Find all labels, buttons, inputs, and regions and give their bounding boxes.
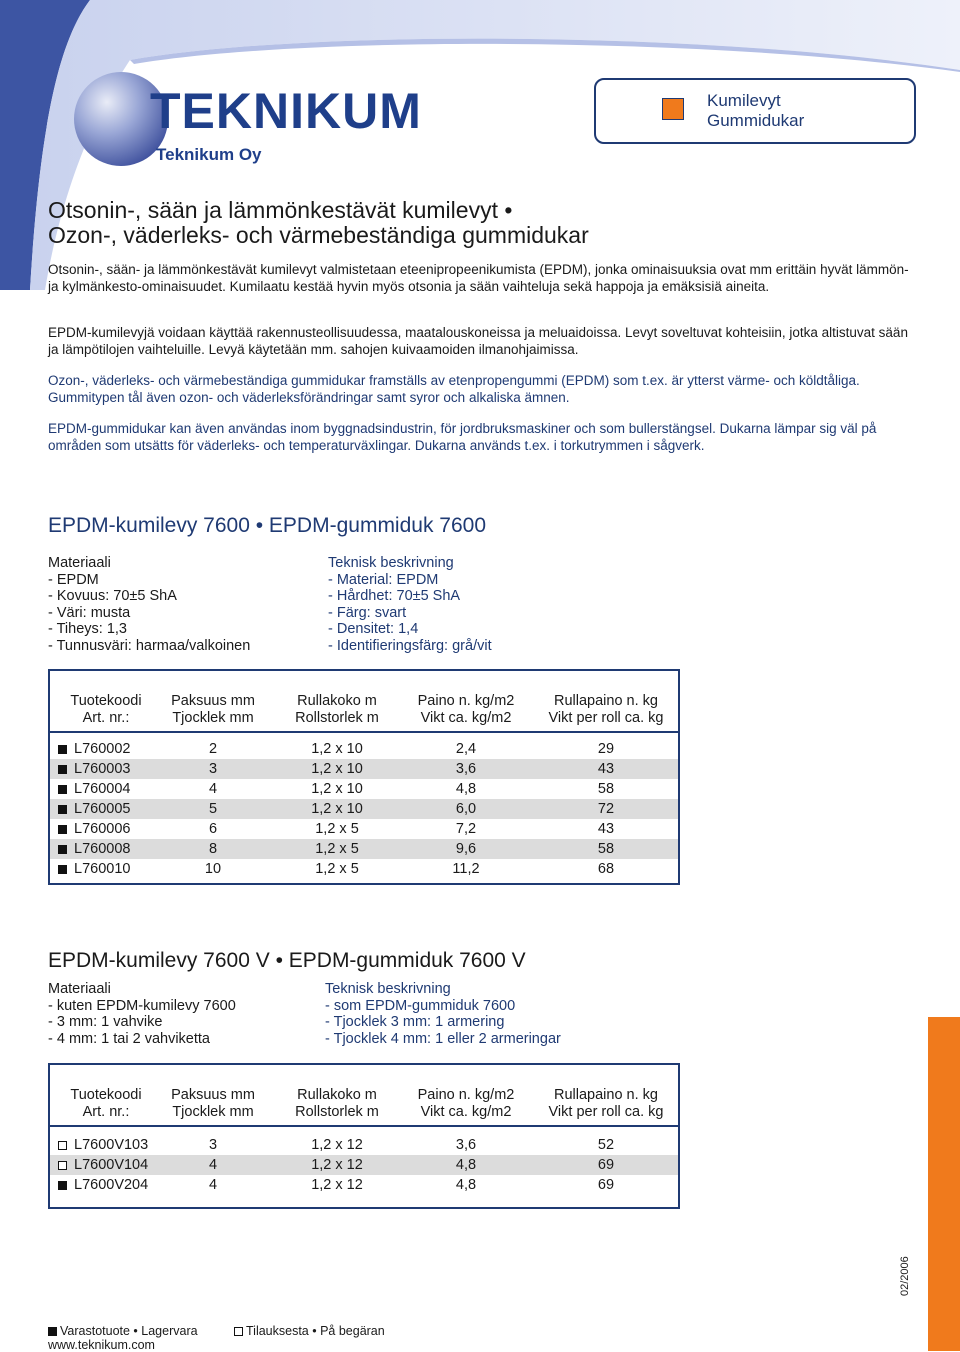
column-header-fi: Paksuus mm — [171, 1087, 255, 1103]
side-accent-bar — [928, 1017, 960, 1351]
cell-roll: 1,2 x 10 — [311, 781, 363, 797]
cell-roll-weight: 69 — [597, 1157, 615, 1173]
table-row — [50, 1175, 678, 1195]
category-fi: Kumilevyt — [707, 91, 781, 110]
material-spec-fi-v — [48, 981, 236, 1047]
spec-line: - Tjocklek 4 mm: 1 eller 2 armeringar — [325, 1030, 561, 1047]
cell-weight: 4,8 — [455, 1177, 477, 1193]
cell-weight: 3,6 — [455, 761, 477, 777]
cell-weight: 6,0 — [455, 801, 477, 817]
cell-roll-weight: 58 — [597, 841, 615, 857]
cell-weight: 3,6 — [455, 1137, 477, 1153]
column-header-sv: Vikt ca. kg/m2 — [420, 709, 512, 726]
cell-roll: 1,2 x 5 — [315, 821, 359, 837]
legend-order — [234, 1324, 385, 1338]
cell-code: L760008 — [74, 841, 131, 857]
cell-weight: 7,2 — [455, 821, 477, 837]
column-header — [158, 693, 268, 726]
stock-square-icon — [58, 765, 67, 774]
table-row — [50, 1155, 678, 1175]
logo-wordmark: TEKNIKUM — [150, 83, 422, 139]
table-row — [50, 1135, 678, 1155]
stock-square-icon — [58, 825, 67, 834]
column-header — [58, 1087, 154, 1120]
cell-code: L7600V104 — [74, 1157, 149, 1173]
cell-roll-weight: 29 — [597, 741, 615, 757]
cell-roll: 1,2 x 12 — [311, 1157, 363, 1173]
column-header-sv: Tjocklek mm — [172, 1103, 254, 1120]
spec-line: - EPDM — [48, 571, 99, 588]
column-header-fi: Rullapaino n. kg — [554, 1087, 658, 1103]
cell-code: L7600V103 — [74, 1137, 149, 1153]
page-title-sv: Ozon-, väderleks- och värmebeständiga gummidukar — [48, 222, 589, 248]
spec-line: - Material: EPDM — [328, 571, 439, 588]
table-row — [50, 839, 678, 859]
cell-code: L760002 — [74, 741, 131, 757]
spec-line: - Tunnusväri: harmaa/valkoinen — [48, 637, 251, 654]
spec-line: - Identifieringsfärg: grå/vit — [328, 637, 492, 654]
column-header-fi: Tuotekoodi — [70, 693, 142, 709]
cell-weight: 4,8 — [455, 1157, 477, 1173]
cell-thickness: 5 — [208, 801, 218, 817]
column-header-fi: Paksuus mm — [171, 693, 255, 709]
cell-roll-weight: 58 — [597, 781, 615, 797]
column-header-fi: Paino n. kg/m2 — [417, 693, 515, 709]
spec-heading: Teknisk beskrivning — [328, 555, 454, 571]
column-header-sv: Rollstorlek m — [295, 1103, 379, 1120]
spec-line: - 3 mm: 1 vahvike — [48, 1014, 163, 1030]
column-header-fi: Rullapaino n. kg — [554, 693, 658, 709]
product-table-7600 — [48, 669, 680, 885]
column-header — [536, 1087, 676, 1120]
cell-code: L760010 — [74, 861, 131, 877]
category-sv: Gummidukar — [707, 111, 805, 130]
cell-thickness: 4 — [208, 781, 218, 797]
cell-roll: 1,2 x 10 — [311, 761, 363, 777]
cell-roll: 1,2 x 12 — [311, 1177, 363, 1193]
spec-line: - kuten EPDM-kumilevy 7600 — [48, 997, 236, 1014]
cell-roll: 1,2 x 5 — [315, 841, 359, 857]
table-row — [50, 779, 678, 799]
column-header — [282, 1087, 392, 1120]
cell-roll: 1,2 x 5 — [315, 861, 359, 877]
column-header-sv: Vikt per roll ca. kg — [548, 709, 664, 726]
column-header-sv: Vikt per roll ca. kg — [548, 1103, 664, 1120]
date-code: 02/2006 — [899, 1256, 911, 1296]
legend-stock — [48, 1324, 198, 1338]
cell-thickness: 3 — [208, 761, 218, 777]
cell-weight: 11,2 — [452, 861, 480, 877]
column-header — [158, 1087, 268, 1120]
material-spec-sv-v — [325, 981, 561, 1047]
spec-line: - Tjocklek 3 mm: 1 armering — [325, 1014, 505, 1030]
usage-paragraph-fi: EPDM-kumilevyjä voidaan käyttää rakennusteollisuudessa, maatalouskoneissa ja meluaidoissa. Levyt soveltuvat kohteisiin, jotka altistuvat sään ja lämpötilojen vaihteluille. Levyä käytetään mm. sahojen kuivaamoiden ilmanohjaimissa. — [48, 325, 908, 357]
spec-line: - Densitet: 1,4 — [328, 621, 419, 637]
cell-roll: 1,2 x 10 — [311, 801, 363, 817]
order-square-icon — [58, 1161, 67, 1170]
legend-stock-label: Varastotuote • Lagervara — [60, 1324, 198, 1338]
intro-paragraph-sv: Ozon-, väderleks- och värmebeständiga gummidukar framställs av etenpropengummi (EPDM) som t.ex. är ytterst värme- och köldtåliga. Gummitypen tål även ozon- och väderleksförändringar samt syror och alkaliska ämnen. — [48, 373, 860, 405]
stock-square-icon — [58, 805, 67, 814]
cell-roll: 1,2 x 12 — [311, 1137, 363, 1153]
stock-square-icon — [58, 745, 67, 754]
column-header-sv: Vikt ca. kg/m2 — [420, 1103, 512, 1120]
spec-line: - Tiheys: 1,3 — [48, 621, 127, 637]
spec-line: - Färg: svart — [328, 604, 407, 621]
cell-weight: 9,6 — [455, 841, 477, 857]
column-header-fi: Rullakoko m — [297, 1087, 377, 1103]
open-square-icon — [234, 1327, 243, 1336]
table-row — [50, 799, 678, 819]
spec-line: - 4 mm: 1 tai 2 vahviketta — [48, 1030, 210, 1047]
cell-roll-weight: 69 — [597, 1177, 615, 1193]
cell-weight: 4,8 — [455, 781, 477, 797]
page-title-fi: Otsonin-, sään ja lämmönkestävät kumilevyt • — [48, 197, 513, 223]
cell-thickness: 4 — [208, 1177, 218, 1193]
column-header-fi: Rullakoko m — [297, 693, 377, 709]
website-link[interactable]: www.teknikum.com — [48, 1338, 155, 1352]
cell-code: L760006 — [74, 821, 131, 837]
filled-square-icon — [48, 1327, 57, 1336]
cell-thickness: 6 — [208, 821, 218, 837]
company-name: Teknikum Oy — [156, 145, 262, 164]
header-divider — [50, 1125, 678, 1127]
cell-roll-weight: 43 — [597, 821, 615, 837]
cell-code: L7600V204 — [74, 1177, 149, 1193]
cell-thickness: 3 — [208, 1137, 218, 1153]
table-row — [50, 859, 678, 879]
cell-roll-weight: 43 — [597, 761, 615, 777]
order-square-icon — [58, 1141, 67, 1150]
column-header — [282, 693, 392, 726]
column-header-fi: Tuotekoodi — [70, 1087, 142, 1103]
cell-thickness: 8 — [208, 841, 218, 857]
material-spec-sv — [328, 555, 492, 654]
spec-line: - Hårdhet: 70±5 ShA — [328, 588, 461, 604]
section-title-7600: EPDM-kumilevy 7600 • EPDM-gummiduk 7600 — [48, 514, 487, 537]
cell-roll-weight: 68 — [597, 861, 615, 877]
table-row — [50, 739, 678, 759]
column-header-sv: Art. nr.: — [82, 1103, 130, 1120]
column-header-sv: Tjocklek mm — [172, 709, 254, 726]
column-header — [402, 693, 530, 726]
cell-thickness: 10 — [204, 861, 222, 877]
cell-code: L760005 — [74, 801, 131, 817]
cell-roll: 1,2 x 10 — [311, 741, 363, 757]
usage-paragraph-sv: EPDM-gummidukar kan även användas inom byggnadsindustrin, för jordbruksmaskiner och som bullerstängsel. Dukarna lämpar sig väl på områden som utsätts för väderleks- och temperaturväxlingar. Dukarna används t.ex. i torkutrymmen i sågverk. — [48, 421, 877, 453]
column-header — [58, 693, 154, 726]
stock-square-icon — [58, 785, 67, 794]
spec-heading: Teknisk beskrivning — [325, 981, 451, 997]
cell-thickness: 2 — [208, 741, 218, 757]
cell-thickness: 4 — [208, 1157, 218, 1173]
category-square-icon — [662, 98, 684, 120]
table-row — [50, 819, 678, 839]
header-divider — [50, 731, 678, 733]
cell-roll-weight: 72 — [597, 801, 615, 817]
stock-square-icon — [58, 845, 67, 854]
spec-line: - som EPDM-gummiduk 7600 — [325, 997, 516, 1014]
cell-code: L760004 — [74, 781, 131, 797]
column-header-fi: Paino n. kg/m2 — [417, 1087, 515, 1103]
intro-paragraph-fi: Otsonin-, sään- ja lämmönkestävät kumilevyt valmistetaan eteenipropeenikumista (EPDM), jonka ominaisuuksia ovat mm erittäin hyvät lämmön- ja kylmänkesto-ominaisuudet. Kumilaatu kestää hyvin myös otsonia ja sään vaihteluja sekä happoja ja emäksisiä aineita. — [48, 262, 909, 294]
table-row — [50, 759, 678, 779]
stock-square-icon — [58, 1181, 67, 1190]
material-spec-fi — [48, 555, 250, 654]
stock-square-icon — [58, 865, 67, 874]
spec-heading: Materiaali — [48, 981, 111, 997]
legend-order-label: Tilauksesta • På begäran — [246, 1324, 385, 1338]
section-title-7600v: EPDM-kumilevy 7600 V • EPDM-gummiduk 7600 V — [48, 949, 526, 972]
column-header-sv: Rollstorlek m — [295, 709, 379, 726]
column-header — [402, 1087, 530, 1120]
cell-weight: 2,4 — [455, 741, 477, 757]
column-header-sv: Art. nr.: — [82, 709, 130, 726]
spec-line: - Kovuus: 70±5 ShA — [48, 588, 177, 604]
column-header — [536, 693, 676, 726]
cell-roll-weight: 52 — [597, 1137, 615, 1153]
spec-heading: Materiaali — [48, 555, 111, 571]
product-table-7600v — [48, 1063, 680, 1209]
spec-line: - Väri: musta — [48, 604, 131, 621]
cell-code: L760003 — [74, 761, 131, 777]
